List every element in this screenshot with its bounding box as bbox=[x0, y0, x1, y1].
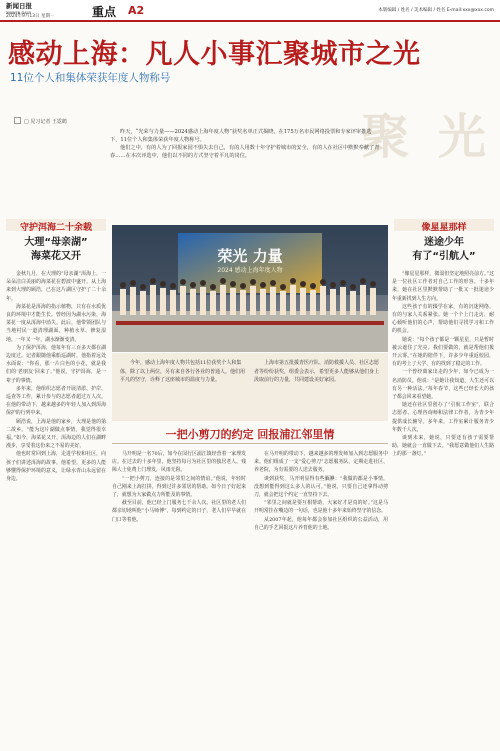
middle-paragraph: 在马开明的带动下，越来越多的理发师加入到志愿服务中来。他们组成了一支“爱心剪刀”志愿服务队，定期走进社区、养老院，为有需要的人送去服务。 bbox=[254, 451, 388, 474]
left-title-line: 大理“母亲湖” bbox=[24, 237, 88, 248]
right-story-body bbox=[392, 270, 494, 746]
issue-date: 2024年9月13日 星期一 bbox=[6, 14, 55, 19]
left-story-title bbox=[6, 236, 106, 264]
right-title-line: 有了“引航人” bbox=[412, 251, 476, 262]
left-paragraph: 顾浩说，上海是他的家乡，大理是他的第二故乡。“能为这片湖做点事情，我觉得很幸福。”如今，海菜花又开，洱海边的人们在湖畔漫步，享受着这份来之不易的美好。 bbox=[6, 418, 106, 450]
middle-paragraph: “邻里之间就是要互相帮助，大家好才是真的好。”这是马开明常挂在嘴边的一句话，也是他十多年来始终坚守的信念。 bbox=[254, 500, 388, 515]
photo-caption-right: 上海市第五批援青医疗队、消防救援人员、社区志愿者等纷纷获奖，组委会表示，希望更多人能够从他们身上汲取前行的力量，共同建设美好家园。 bbox=[254, 360, 380, 384]
page-number: A2 bbox=[128, 4, 145, 17]
right-paragraph: 一个曾经离家出走的少年，如今已成为一名消防员。他说：“是她让我知道，人生还可以有另一种活法。”每年春节，这些已经长大的孩子都会回来看望她。 bbox=[392, 369, 494, 401]
left-story-body bbox=[6, 270, 106, 746]
right-paragraph: 这些孩子有的辍学在家，有的沉迷网络，有的与家人关系紧张。她一个个上门走访，耐心倾听他们的心声，帮助他们寻找学习和工作的机会。 bbox=[392, 303, 494, 335]
middle-paragraph: 截至目前，他已经上门服务七千余人次。社区里的老人们都亲切地叫他“小马师傅”，每到约定的日子，老人们早早就在门口等着他。 bbox=[112, 500, 246, 523]
middle-story-column-2 bbox=[254, 450, 388, 746]
editor-credits: 本版编辑 / 姓名 / 美术编辑 / 姓名 E-mail:xxx@xxx.com bbox=[378, 8, 494, 13]
left-paragraph: 他也时常回到上海，走进学校和社区，向孩子们讲述洱海的故事。他希望，更多的人能够懂得保护环境的意义，让绿水青山永远留在身边。 bbox=[6, 451, 106, 483]
right-story-title bbox=[394, 236, 494, 264]
left-title-line: 海菜花又开 bbox=[31, 251, 81, 262]
right-kicker: 像星星那样 bbox=[421, 223, 467, 233]
page-headline: 感动上海：凡人小事汇聚城市之光 bbox=[8, 39, 421, 70]
lead-text: 昨天，“光荣与力量——2024感动上海年度人物”获奖名单正式揭晓，在175万名市民网络投票和专家评审推选下，11位个人和集体荣获年度人物称号。 bbox=[110, 129, 372, 143]
middle-paragraph: 从2007年起，他每年都会参加社区组织的公益活动，用自己的手艺回报这片养育他的土地。 bbox=[254, 516, 388, 531]
divider bbox=[112, 443, 388, 444]
stage-screen-title: 荣光 力量 bbox=[217, 247, 283, 265]
award-ceremony-photo bbox=[112, 225, 388, 352]
right-paragraph: “像星星那样，微弱但坚定地照亮前方。”这是一位社区工作者对自己工作的形容。十多年来，她在社区里默默帮助了一批又一批迷途少年重新找到人生方向。 bbox=[392, 271, 494, 302]
masthead bbox=[0, 0, 500, 22]
brand-name: 新闻日报 bbox=[6, 2, 32, 10]
photo-caption-left: 今年，感动上海年度人物共包括11位获奖个人和集体，除了以上两位，另有来自各行各业的普通人。他们用平凡的坚守，诠释了这座城市的温度与力量。 bbox=[120, 360, 246, 384]
left-kicker: 守护洱海二十余载 bbox=[19, 223, 92, 233]
stage-screen-subtitle: 2024 感动上海年度人物 bbox=[217, 267, 283, 274]
left-paragraph: 海菜花是洱海的指示植物，只有在水质优良的环境中才能生长。曾经因为湖水污染，海菜花一度从洱海中消失。此后，他带领团队与当地村民一道清理湖面，种植水草、修复湿地。一年又一年，湖水渐渐变清。 bbox=[6, 303, 106, 343]
middle-paragraph: “一把小剪刀，连接的是邻里之间的情谊。”他说，年轻时自己刚来上海打拼，得到过许多邻居的帮助。如今日子好起来了，就想为大家做点力所能及的事情。 bbox=[112, 475, 246, 499]
photo-caption-box bbox=[112, 353, 388, 421]
middle-paragraph: 谈到获奖，马开明显得有些腼腆：“我做的都是小事情，没想到能得到这么多人的认可。”他说，只要自己还拿得动剪刀，就会把这个约定一直坚持下去。 bbox=[254, 475, 388, 499]
decorative-title-characters: 聚 光 bbox=[361, 109, 492, 165]
right-paragraph: 她还在社区里创办了“引航工作室”，联合志愿者、心理咨询师和法律工作者，为青少年提供成长辅导。多年来，工作室累计服务青少年数千人次。 bbox=[392, 402, 494, 433]
right-title-line: 迷途少年 bbox=[424, 237, 464, 248]
page-subheadline: 11位个人和集体荣获年度人物称号 bbox=[10, 72, 171, 84]
middle-paragraph: 马开明是一名70后，如今在闵行区浦江镇经营着一家理发店。在过去的十多年里，他坚持每月为社区里的独居老人、残障人士免费上门理发，风雨无阻。 bbox=[112, 451, 246, 474]
left-paragraph: 多年来，他组织志愿者开展清淤、护岸、巡查等工作，累计参与的志愿者超过万人次。在他的带动下，越来越多的年轻人加入到洱海保护的行列中来。 bbox=[6, 385, 106, 417]
brand-subtitle: XINWEN DAILY bbox=[6, 11, 32, 15]
left-paragraph: 为了保护洱海，他每年有三百多天都在湖边度过。记者跟随他乘船巡湖时，他指着远处水面说：“你看，那一片白色的小花，就是我们的‘老朋友’回来了。”他说，守护洱海，是一辈子的事情。 bbox=[6, 344, 106, 384]
byline: □ 见习记者 王霓鹤 bbox=[14, 117, 67, 125]
right-paragraph: 谈到未来，她说，只要还有孩子需要帮助，她就会一直做下去。“我愿意做他们人生路上的那一盏灯。” bbox=[392, 435, 494, 458]
lead-text: 他们之中，有的人为了回报家园不惧失去自己，有的人用数十年守护着城市的安全，有的人在社区中默默奉献了青春……在本次评选中，他们以不同的方式坚守着平凡的岗位。 bbox=[110, 145, 380, 159]
section-title: 重点 bbox=[92, 5, 117, 19]
lead-paragraph bbox=[110, 128, 380, 160]
left-paragraph: 金秋九月，在大理的“母亲湖”洱海上，一朵朵洁白美丽的海菜花在碧波中盛开。从上海来到大理的顾浩，已在这片湖区守护了二十余年。 bbox=[6, 271, 106, 302]
right-paragraph: 她说：“每个孩子都是一颗星星，只是暂时被云遮住了光亮。我们要做的，就是帮他们拨开云雾。”在她的陪伴下，许多少年重返校园，有的考上了大学，有的找到了稳定的工作。 bbox=[392, 336, 494, 368]
middle-story-column-1 bbox=[112, 450, 246, 746]
middle-story-headline: 一把小剪刀的约定 回报浦江邻里情 bbox=[165, 428, 335, 441]
